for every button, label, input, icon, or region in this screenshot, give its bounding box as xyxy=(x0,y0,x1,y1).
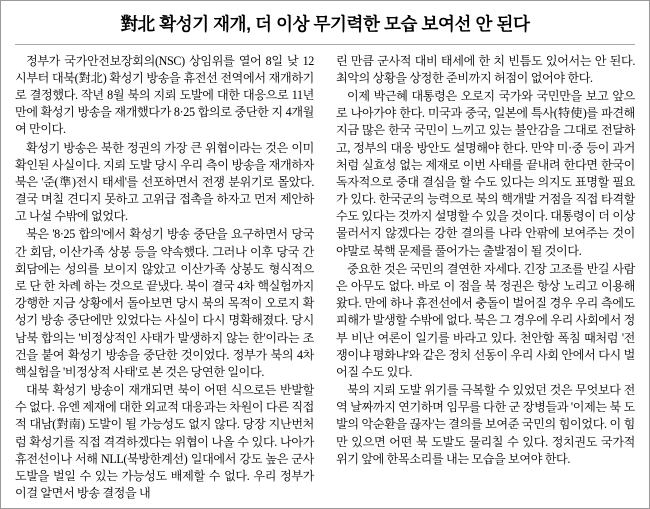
paragraph: 확성기 방송은 북한 정권의 가장 큰 위협이라는 것은 이미 확인된 사실이다. 지뢰 도발 당시 우리 측이 방송을 재개하자 북은 '준(準)전시 태세'를 선포하면서 전쟁 분위기로 몰았다. 결국 며칠 견디지 못하고 고위급 접촉을 하자고 먼저 제안하고 나설 수밖에 없었다. xyxy=(15,140,314,224)
paragraph: 북의 지뢰 도발 위기를 극복할 수 있었던 것은 무엇보다 전역 날짜까지 연기하며 임무를 다한 군 장병들과 '이제는 북 도발의 악순환을 끊자'는 결의를 보여준 국민의 힘이었다. 이 힘만 있으면 어떤 북 도발도 물리칠 수 있다. 정치권도 국가적 위기 앞에 한목소리를 내는 모습을 보여야 한다. xyxy=(336,383,635,466)
paragraph: 대북 확성기 방송이 재개되면 북이 어떤 식으로든 반발할 수 없다. 유엔 제재에 대한 외교적 대응과는 차원이 다른 직접적 대남(對南) 도발이 될 가능성도 없지 않다. 당장 지난번처럼 확성기를 직접 격격하겠다는 위협이 나올 수 있다. 나아가 휴전선이나 서해 NLL(북방한계선) 일대에서 강도 높은 군사 도발을 벌일 수 있는 가능성도 배제할 수 없다. 우리 정부가 이걸 알면서 방송 결정을 내 xyxy=(15,383,314,501)
paragraph: 중요한 것은 국민의 결연한 자세다. 긴장 고조를 반길 사람은 아무도 없다. 바로 이 점을 북 정권은 항상 노리고 이용해 왔다. 만에 하나 휴전선에서 충돌이 벌어질 경우 우리 측에도 피해가 발생할 수밖에 없다. 북은 그 경우에 우리 사회에서 정부 비난 여론이 일기를 바라고 있다. 천안함 폭침 때처럼 '전쟁이냐 평화냐'와 같은 정치 선동이 우리 사회 안에서 다시 벌어질 수도 있다. xyxy=(336,261,635,379)
paragraph-continuation: 린 만큼 군사적 대비 태세에 한 치 빈틈도 있어서는 안 된다. 최악의 상황을 상정한 준비까지 허점이 없어야 한다. xyxy=(336,53,635,85)
article-columns xyxy=(15,53,635,500)
paragraph: 정부가 국가안전보장회의(NSC) 상임위를 열어 8일 낮 12시부터 대북(對北) 확성기 방송을 휴전선 전역에서 재개하기로 결정했다. 작년 8월 북의 지뢰 도발에 대한 대응으로 11년 만에 확성기 방송을 재개했다가 8·25 합의로 중단한 지 4개월여 만이다. xyxy=(15,53,314,137)
article-column-left xyxy=(15,53,325,500)
page-title: 對北 확성기 재개, 더 이상 무기력한 모습 보여선 안 된다 xyxy=(120,14,530,34)
article-column-right xyxy=(325,53,635,500)
headline-divider xyxy=(15,44,635,45)
paragraph: 이제 박근혜 대통령은 오로지 국가와 국민만을 보고 앞으로 나아가야 한다. 미국과 중국, 일본에 특사(特使)를 파견해 지금 많은 한국 국민이 느끼고 있는 불안감을 그대로 전달하고, 정부의 대응 방안도 설명해야 한다. 만약 미·중 등이 과거처럼 실효성 없는 제재로 이번 사태를 끝내려 한다면 한국이 독자적으로 중대 결심을 할 수도 있다는 의지도 표명할 필요가 있다. 한국군의 능력으로 북의 핵개발 거점을 직접 타격할 수도 있다는 것까지 설명할 수 있을 것이다. 대통령이 더 이상 물러서지 않겠다는 강한 결의를 나라 안팎에 보여주는 것이야말로 북핵 문제를 풀어가는 출발점이 될 것이다. xyxy=(336,89,635,258)
paragraph: 북은 '8·25 합의'에서 확성기 방송 중단을 요구하면서 당국 간 회담, 이산가족 상봉 등을 약속했다. 그러나 이후 당국 간 회담에는 성의를 보이지 않았고 이산가족 상봉도 형식적으로 단 한 차례 하는 것으로 끝냈다. 북이 결국 4차 핵실험까지 강행한 지금 상황에서 돌아보면 당시 북의 목적이 오로지 확성기 방송 중단에만 있었다는 사실이 다시 명확해졌다. 당시 남북 합의는 '비정상적인 사태가 발생하지 않는 한'이라는 조건을 붙여 확성기 방송을 중단한 것이었다. 정부가 북의 4차 핵실험을 '비정상적 사태'로 본 것은 당연한 일이다. xyxy=(15,227,314,379)
